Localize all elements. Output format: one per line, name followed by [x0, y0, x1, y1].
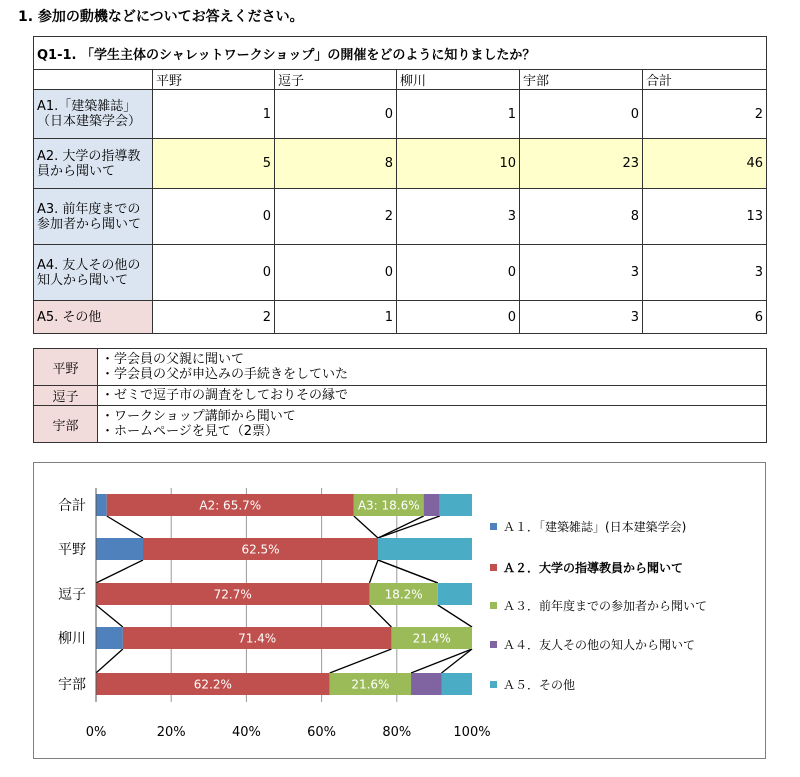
category-label: 合計 — [58, 498, 86, 514]
x-tick-label: 20% — [156, 725, 186, 740]
cell: 2 — [275, 189, 397, 245]
data-label: 18.2% — [384, 587, 423, 602]
x-tick-label: 60% — [307, 725, 337, 740]
col-header: 逗子 — [275, 70, 397, 90]
cell: 0 — [153, 189, 275, 245]
series-line — [438, 605, 472, 627]
category-label: 柳川 — [58, 631, 86, 647]
cell: 46 — [643, 139, 767, 189]
data-label: 21.4% — [412, 631, 451, 646]
col-header: 柳川 — [397, 70, 520, 90]
comment-location: 宇部 — [34, 406, 98, 443]
series-line — [369, 560, 378, 583]
comment-location: 平野 — [34, 349, 98, 386]
cell: 0 — [397, 301, 520, 334]
legend-label: Ａ１．「建築雑誌」(日本建築学会) — [503, 520, 687, 534]
x-tick-label: 80% — [382, 725, 412, 740]
cell: 3 — [520, 301, 643, 334]
cell: 3 — [397, 189, 520, 245]
data-label: 72.7% — [213, 587, 252, 602]
page-heading: 1. 参加の動機などについてお答えください。 — [18, 9, 304, 25]
series-line — [378, 516, 424, 538]
cell: 8 — [520, 189, 643, 245]
row-label: A2. 大学の指導教員から聞いて — [34, 139, 153, 189]
data-label: A2: 65.7% — [199, 498, 262, 513]
legend-swatch — [490, 602, 497, 609]
col-header: 合計 — [643, 70, 767, 90]
row-label: A5. その他 — [34, 301, 153, 334]
col-header: 平野 — [153, 70, 275, 90]
cell: 0 — [397, 245, 520, 301]
legend-item — [490, 597, 707, 614]
cell: 0 — [520, 90, 643, 139]
cell: 2 — [643, 90, 767, 139]
question-text: Q1-1. 「学生主体のシャレットワークショップ」の開催をどのように知りましたか？ — [34, 37, 767, 70]
data-label: 71.4% — [238, 631, 277, 646]
legend-swatch — [490, 681, 497, 688]
legend-swatch — [490, 564, 497, 571]
bar-segment — [96, 538, 143, 560]
bar-segment — [96, 627, 123, 649]
cell: 2 — [153, 301, 275, 334]
data-label: 62.2% — [193, 677, 232, 692]
cell: 0 — [275, 90, 397, 139]
row-label: A3. 前年度までの参加者から聞いて — [34, 189, 153, 245]
series-line — [354, 516, 378, 538]
category-label: 平野 — [58, 542, 86, 558]
cell: 1 — [397, 90, 520, 139]
comment-line: ・ゼミで逗子市の調査をしておりその縁で — [101, 388, 349, 403]
cell: 3 — [520, 245, 643, 301]
row-label: A4. 友人その他の知人から聞いて — [34, 245, 153, 301]
x-tick-label: 40% — [231, 725, 261, 740]
cell: 13 — [643, 189, 767, 245]
cell: 10 — [397, 139, 520, 189]
cell: 3 — [643, 245, 767, 301]
bar-segment — [438, 583, 472, 605]
cell: 5 — [153, 139, 275, 189]
legend-swatch — [490, 523, 497, 530]
data-label: 62.5% — [241, 542, 280, 557]
legend-swatch — [490, 641, 497, 648]
category-label: 逗子 — [58, 587, 86, 603]
cell: 0 — [153, 245, 275, 301]
cell: 1 — [153, 90, 275, 139]
series-line — [411, 649, 472, 673]
series-line — [96, 560, 143, 583]
data-label: 21.6% — [351, 677, 390, 692]
legend-item — [490, 559, 683, 576]
series-line — [107, 516, 143, 538]
chart-legend — [490, 0, 770, 777]
series-line — [378, 560, 438, 583]
x-tick-label: 100% — [453, 725, 491, 740]
cell: 6 — [643, 301, 767, 334]
legend-label: Ａ４．友人その他の知人から聞いて — [503, 638, 696, 652]
comment-line: ・学会員の父親に聞いて — [101, 352, 245, 367]
comment-line: ・学会員の父が申込みの手続きをしていた — [101, 367, 349, 382]
cell: 0 — [275, 245, 397, 301]
x-tick-label: 0% — [85, 725, 107, 740]
series-line — [442, 649, 472, 673]
legend-item — [490, 676, 575, 693]
bar-segment — [424, 494, 440, 516]
legend-label: Ａ５．その他 — [503, 678, 576, 692]
series-line — [378, 516, 440, 538]
cell: 8 — [275, 139, 397, 189]
comment-location: 逗子 — [34, 386, 98, 406]
series-line — [96, 649, 123, 673]
legend-item — [490, 518, 686, 535]
col-header: 宇部 — [520, 70, 643, 90]
bar-segment — [378, 538, 472, 560]
comment-line: ・ワークショップ講師から聞いて — [101, 409, 296, 424]
comment-line: ・ホームページを見て（2票） — [101, 424, 279, 439]
row-label: A1.「建築雑誌」（日本建築学会） — [34, 90, 153, 139]
bar-segment — [411, 673, 441, 695]
series-line — [369, 605, 391, 627]
legend-label: Ａ３．前年度までの参加者から聞いて — [503, 599, 708, 613]
legend-item — [490, 636, 695, 653]
cell: 23 — [520, 139, 643, 189]
bar-segment — [96, 494, 107, 516]
bar-segment — [440, 494, 472, 516]
bar-segment — [442, 673, 472, 695]
legend-label: Ａ２．大学の指導教員から聞いて — [503, 561, 684, 575]
data-label: A3: 18.6% — [357, 498, 420, 513]
cell: 1 — [275, 301, 397, 334]
series-line — [330, 649, 392, 673]
category-label: 宇部 — [58, 677, 86, 693]
series-line — [96, 605, 123, 627]
